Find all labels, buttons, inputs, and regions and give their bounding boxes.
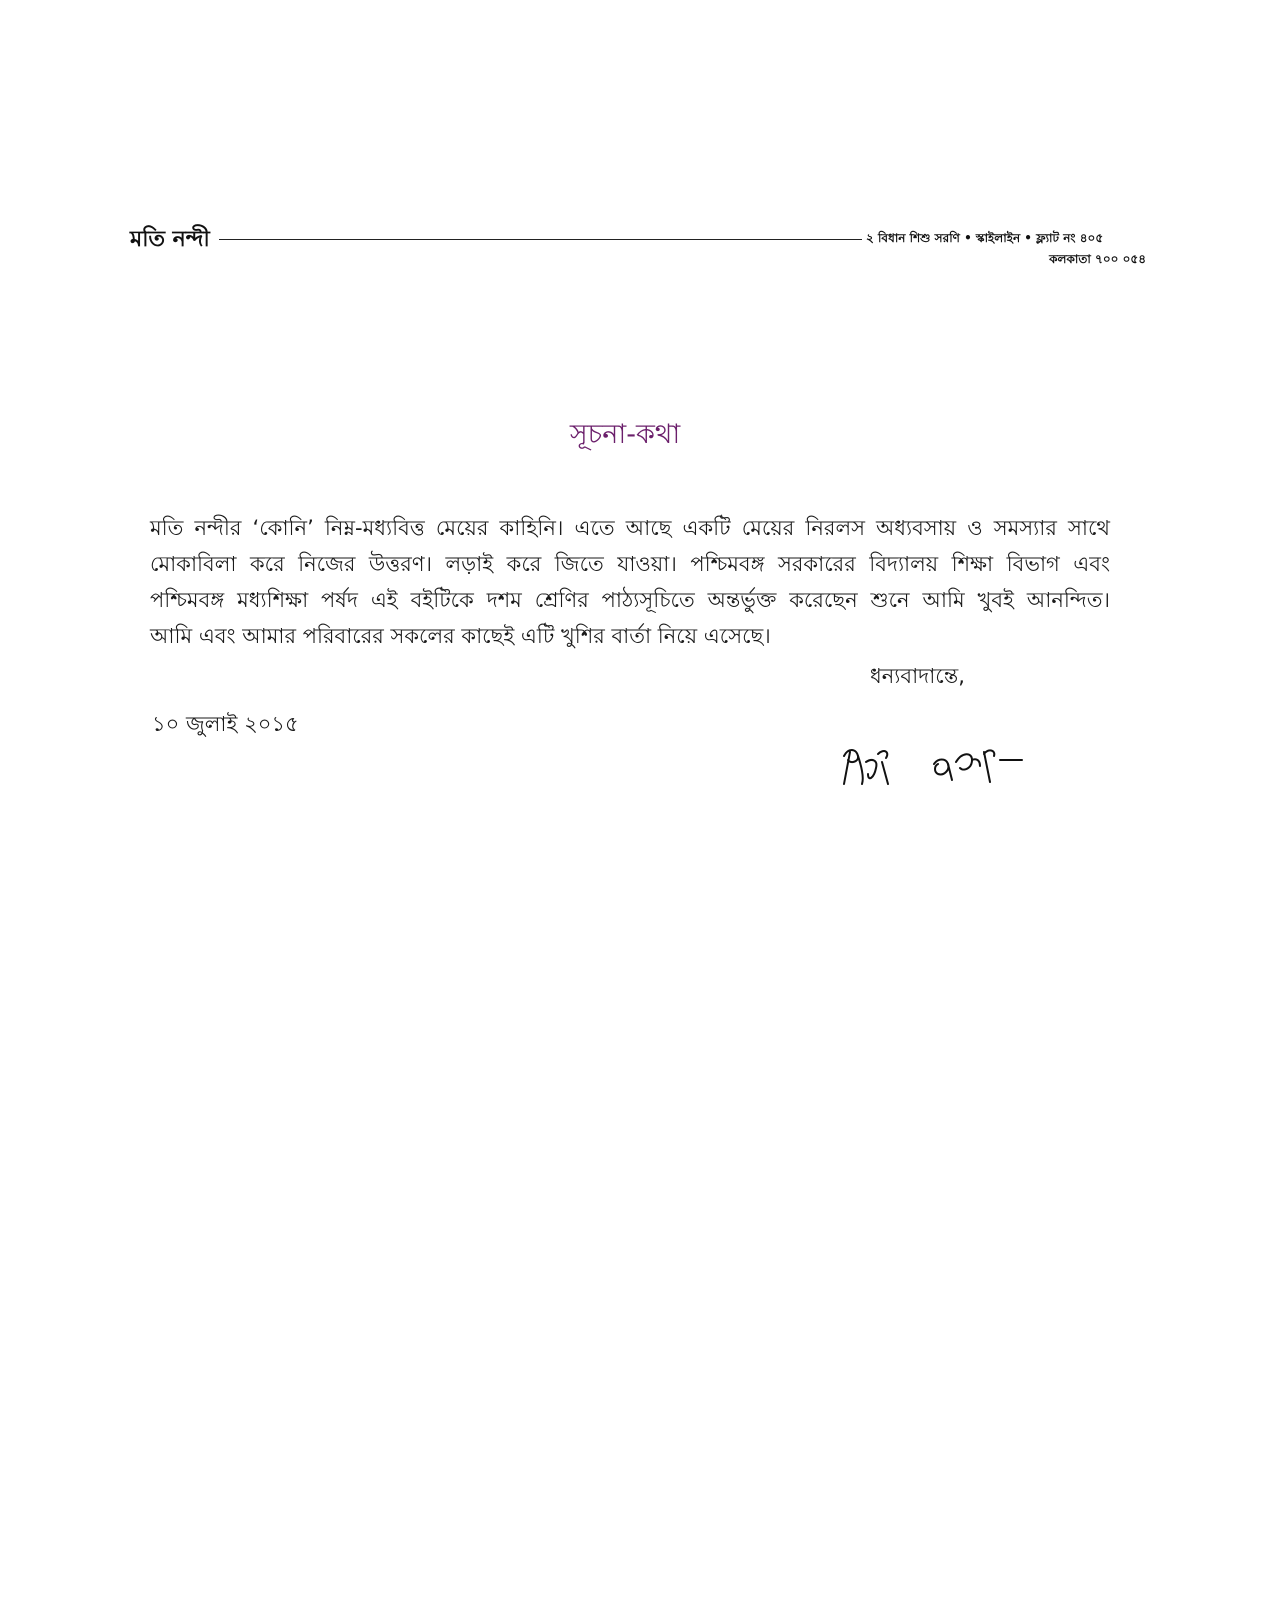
letterhead-name: মতি নন্দী: [130, 227, 210, 252]
body-line: মতি নন্দীর ‘কোনি’ নিম্ন-মধ্যবিত্ত মেয়ের কাহিনি। এতে আছে একটি মেয়ের নিরলস অধ্যবসায় ও সমস্যার সাথে: [150, 516, 1110, 540]
closing-salutation: ধন্যবাদান্তে,: [870, 664, 965, 688]
letterhead-address-line-2: কলকাতা ৭০০ ০৫৪: [1049, 252, 1146, 266]
letterhead-rule: [219, 239, 862, 240]
body-line: আমি এবং আমার পরিবারের সকলের কাছেই এটি খুশির বার্তা নিয়ে এসেছে।: [150, 624, 771, 648]
letterhead-address-line-1: ২ বিধান শিশু সরণি • স্কাইলাইন • ফ্ল্যাট নং ৪০৫: [866, 231, 1104, 245]
body-line: পশ্চিমবঙ্গ মধ্যশিক্ষা পর্ষদ এই বইটিকে দশম শ্রেণির পাঠ্যসূচিতে অন্তর্ভুক্ত করেছেন শুনে আমি খুবই আনন্দিত।: [150, 588, 1110, 612]
signature: [838, 738, 1028, 794]
notice-title: সূচনা-কথা: [569, 419, 681, 450]
body-line: মোকাবিলা করে নিজের উত্তরণ। লড়াই করে জিতে যাওয়া। পশ্চিমবঙ্গ সরকারের বিদ্যালয় শিক্ষা বিভাগ এবং: [150, 552, 1110, 576]
notice-body: [150, 510, 1110, 654]
letter-date: ১০ জুলাই ২০১৫: [152, 712, 299, 736]
